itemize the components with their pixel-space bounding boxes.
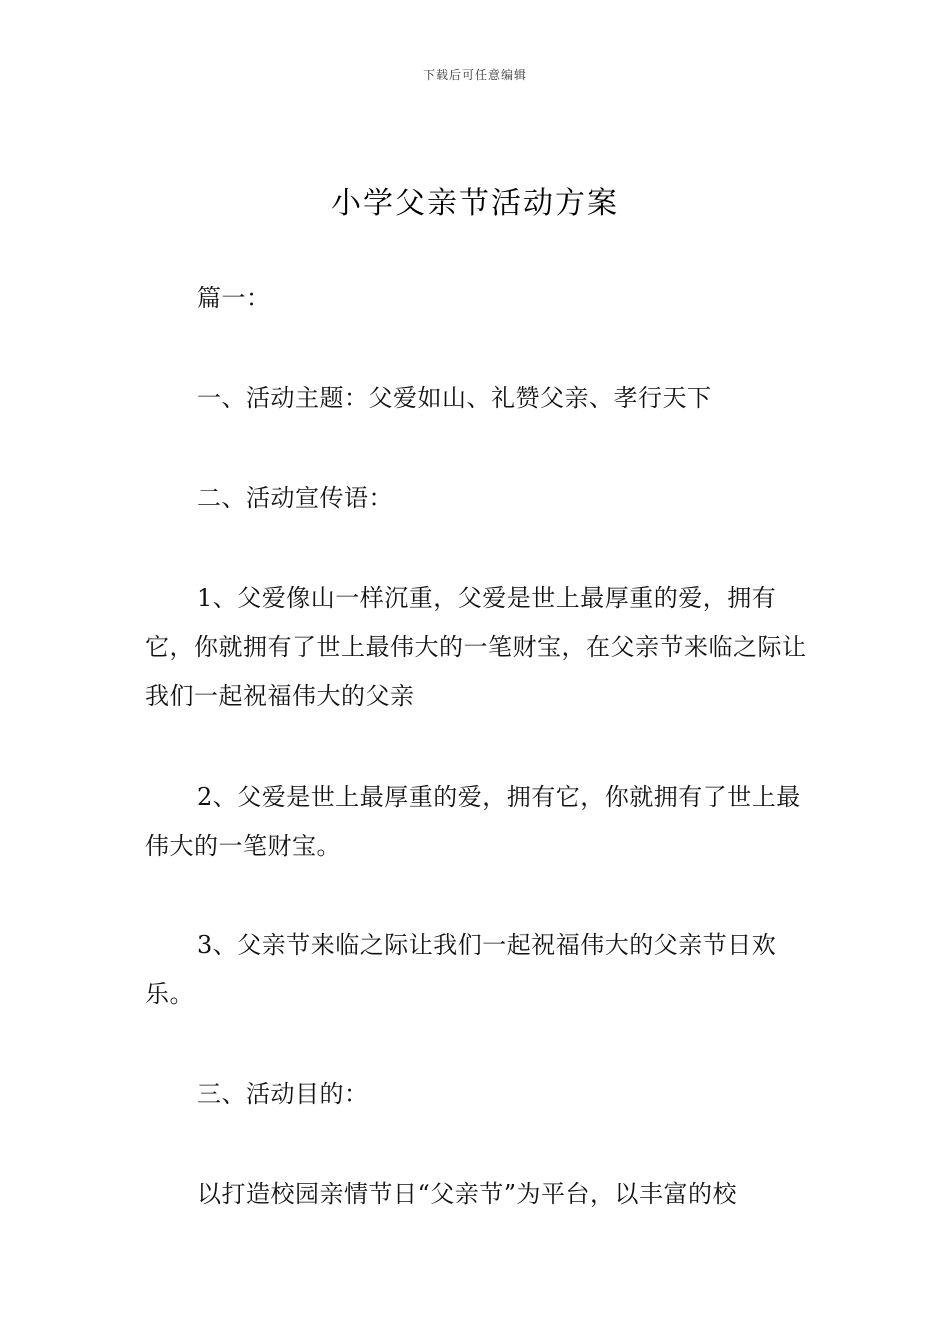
slogan-item-2: 2、父爱是世上最厚重的爱，拥有它，你就拥有了世上最伟大的一笔财宝。: [145, 783, 801, 860]
purpose-heading: 三、活动目的：: [197, 1080, 369, 1108]
slogan-item-1: 1、父爱像山一样沉重，父爱是世上最厚重的爱，拥有它，你就拥有了世上最伟大的一笔财宝，在父亲节来临之际让我们一起祝福伟大的父亲: [145, 584, 807, 710]
activity-theme-paragraph: 一、活动主题：父爱如山、礼赞父亲、孝行天下: [197, 384, 712, 412]
document-title: 小学父亲节活动方案: [331, 186, 619, 221]
slogan-item-3: 3、父亲节来临之际让我们一起祝福伟大的父亲节日欢乐。: [145, 931, 777, 1008]
slogan-heading: 二、活动宣传语：: [197, 484, 393, 512]
purpose-paragraph: 以打造校园亲情节日“父亲节”为平台，以丰富的校: [197, 1180, 738, 1208]
header-note: 下载后可任意编辑: [422, 68, 527, 82]
section-label-part-one: 篇一：: [197, 284, 271, 312]
